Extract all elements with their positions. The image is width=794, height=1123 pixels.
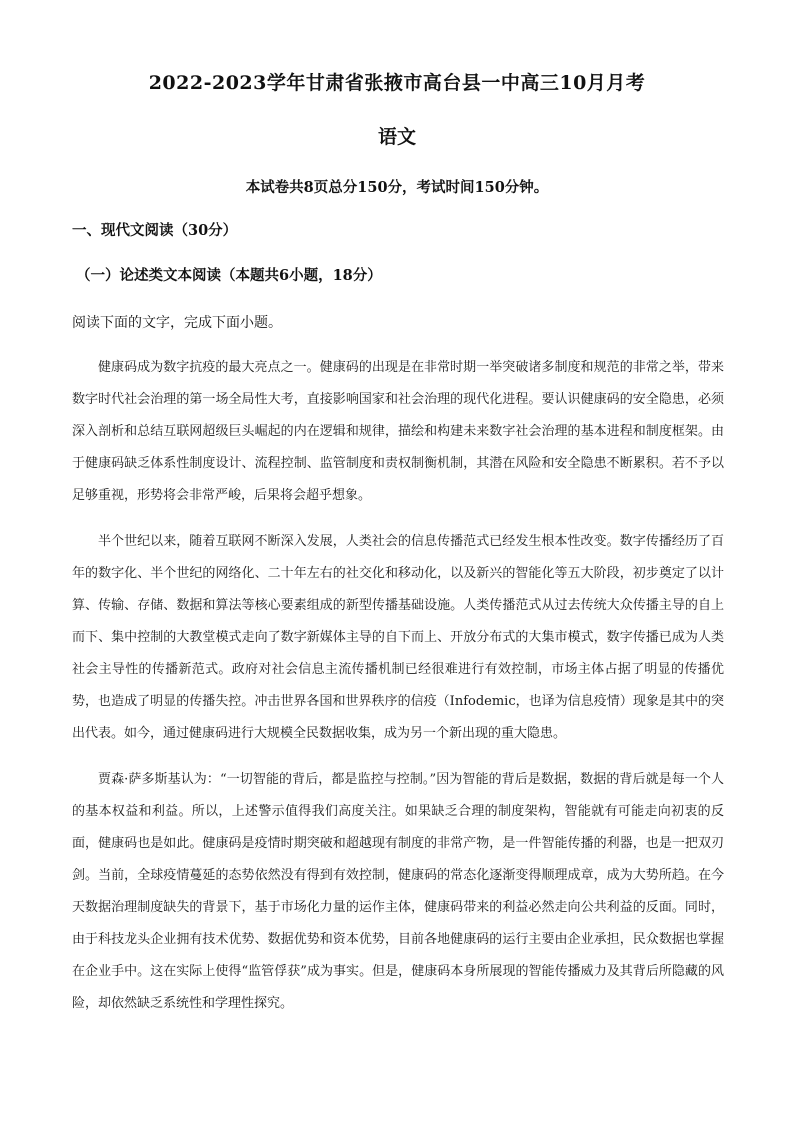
passage-paragraph: 贾森·萨多斯基认为：“一切智能的背后，都是监控与控制。”因为智能的背后是数据，数据的背后就是每一个人的基本权益和利益。所以，上述警示值得我们高度关注。如果缺乏合理的制度架构，智能就有可能走向初衷的反面，健康码也是如此。健康码是疫情时期突破和超越现有制度的非常产物，是一件智能传播的利器，也是一把双刃剑。当前，全球疫情蔓延的态势依然没有得到有效控制，健康码的常态化逐渐变得顺理成章，成为大势所趋。在今天数据治理制度缺失的背景下，基于市场化力量的运作主体，健康码带来的利益必然走向公共利益的反面。同时，由于科技龙头企业拥有技术优势、数据优势和资本优势，目前各地健康码的运行主要由企业承担，民众数据也掌握在企业手中。这在实际上使得“监管俘获”成为事实。但是，健康码本身所展现的智能传播威力及其背后所隐藏的风险，却依然缺乏系统性和学理性探究。 [72, 772, 724, 1011]
reading-instruction: 阅读下面的文字，完成下面小题。 [72, 315, 282, 331]
passage-paragraph: 健康码成为数字抗疫的最大亮点之一。健康码的出现是在非常时期一举突破诸多制度和规范的非常之举，带来数字时代社会治理的第一场全局性大考，直接影响国家和社会治理的现代化进程。要认识健康码的安全隐患，必须深入剖析和总结互联网超级巨头崛起的内在逻辑和规律，描绘和构建未来数字社会治理的基本进程和制度框架。由于健康码缺乏体系性制度设计、流程控制、监管制度和责权制衡机制，其潜在风险和安全隐患不断累积。若不予以足够重视，形势将会非常严峻，后果将会超乎想象。 [72, 360, 724, 503]
subsection-heading: （一）论述类文本阅读（本题共6小题，18分） [76, 267, 382, 284]
exam-info: 本试卷共8页总分150分，考试时间150分钟。 [245, 179, 549, 196]
reading-passage [72, 352, 724, 1034]
subject-title: 语文 [377, 126, 416, 148]
passage-paragraph: 半个世纪以来，随着互联网不断深入发展，人类社会的信息传播范式已经发生根本性改变。数字传播经历了百年的数字化、半个世纪的网络化、二十年左右的社交化和移动化，以及新兴的智能化等五大阶段，初步奠定了以计算、传输、存储、数据和算法等核心要素组成的新型传播基础设施。人类传播范式从过去传统大众传播主导的自上而下、集中控制的大教堂模式走向了数字新媒体主导的自下而上、开放分布式的大集市模式，数字传播已成为人类社会主导性的传播新范式。政府对社会信息主流传播机制已经很难进行有效控制，市场主体占据了明显的传播优势，也造成了明显的传播失控。冲击世界各国和世界秩序的信疫（Infodemic，也译为信息疫情）现象是其中的突出代表。如今，通过健康码进行大规模全民数据收集，成为另一个新出现的重大隐患。 [72, 534, 724, 741]
exam-title: 2022-2023学年甘肃省张掖市高台县一中高三10月月考 [148, 72, 646, 94]
section-heading: 一、现代文阅读（30分） [72, 222, 238, 239]
